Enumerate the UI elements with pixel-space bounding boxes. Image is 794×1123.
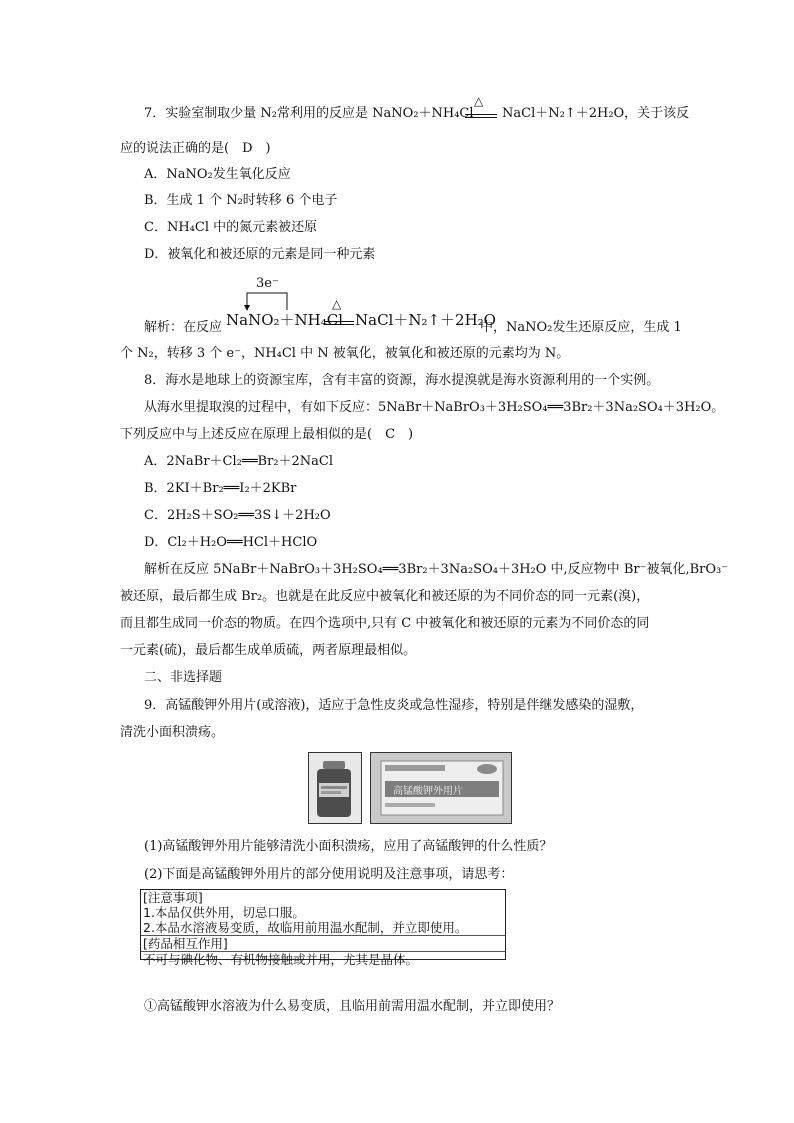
- analysis-heat-symbol: △: [332, 297, 342, 311]
- box-label: 高锰酸钾外用片: [393, 786, 463, 797]
- q7-stem-c: 应的说法正确的是( D ): [120, 141, 271, 156]
- q7-option-d: D．被氧化和被还原的元素是同一种元素: [144, 247, 376, 262]
- q9-sub2: (2)下面是高锰酸钾外用片的部分使用说明及注意事项，请思考：: [144, 867, 514, 882]
- electron-label: 3e⁻: [256, 276, 279, 291]
- electron-arrow-icon: [240, 290, 292, 312]
- notice-heading: [注意事项]: [143, 890, 203, 905]
- notice-item-1: 1.本品仅供外用，切忌口服。: [143, 905, 305, 920]
- q7-option-b: B．生成 1 个 N₂时转移 6 个电子: [144, 193, 338, 208]
- q7-option-a: A．NaNO₂发生氧化反应: [144, 167, 291, 182]
- q7-analysis-eq-b: NaCl＋N₂↑＋2H₂O: [355, 311, 496, 329]
- q7-stem-b: NaCl＋N₂↑＋2H₂O，关于该反: [502, 106, 690, 121]
- q8-option-c: C．2H₂S＋SO₂══3S↓＋2H₂O: [144, 508, 331, 523]
- notice-box: [140, 889, 506, 967]
- notice-interaction-text: 不可与碘化物、有机物接触或并用，尤其是晶体。: [141, 951, 505, 967]
- equals-sign: [465, 114, 497, 118]
- q8-option-b: B．2KI＋Br₂══I₂＋2KBr: [144, 481, 297, 496]
- q8-line1: 8．海水是地球上的资源宝库，含有丰富的资源，海水提溴就是海水资源利用的一个实例。: [144, 373, 660, 388]
- q7-analysis-eq-a: NaNO₂＋NH₄Cl: [226, 311, 343, 329]
- q7-option-c: C．NH₄Cl 中的氮元素被还原: [144, 220, 318, 235]
- q8-analysis-2: 被还原，最后都生成 Br₂。也就是在此反应中被氧化和被还原的为不同价态的同一元素(溴)，: [120, 589, 650, 604]
- medicine-bottle-image: [308, 752, 362, 824]
- q8-option-a: A．2NaBr＋Cl₂══Br₂＋2NaCl: [144, 454, 334, 469]
- q9-question-1: ①高锰酸钾水溶液为什么易变质，且临用前需用温水配制，并立即使用？: [144, 999, 561, 1014]
- medicine-box-image: [370, 752, 512, 824]
- q8-analysis-4: 一元素(硫)，最后都生成单质硫，两者原理最相似。: [120, 643, 417, 658]
- notice-interaction-heading: [药品相互作用]: [141, 935, 505, 951]
- heat-symbol: △: [474, 94, 484, 108]
- q7-analysis-prefix: 解析：在反应: [144, 320, 223, 335]
- q8-option-d: D．Cl₂＋H₂O══HCl＋HClO: [144, 535, 318, 550]
- q7-stem-a: 7．实验室制取少量 N₂常利用的反应是 NaNO₂＋NH₄Cl: [144, 106, 474, 121]
- q7-analysis-suffix: 中，NaNO₂发生还原反应，生成 1: [480, 320, 682, 335]
- q8-analysis-1: 解析在反应 5NaBr＋NaBrO₃＋3H₂SO₄══3Br₂＋3Na₂SO₄＋3H₂O 中,反应物中 Br⁻被氧化,BrO₃⁻: [144, 562, 729, 577]
- q8-line2: 从海水里提取溴的过程中，有如下反应：5NaBr＋NaBrO₃＋3H₂SO₄══3Br₂＋3Na₂SO₄＋3H₂O。: [144, 400, 725, 415]
- q8-line3: 下列反应中与上述反应在原理上最相似的是( C ): [120, 427, 414, 442]
- q9-sub1: (1)高锰酸钾外用片能够清洗小面积溃疡，应用了高锰酸钾的什么性质？: [144, 839, 553, 854]
- q7-analysis-line2: 个 N₂，转移 3 个 e⁻，NH₄Cl 中 N 被氧化，被氧化和被还原的元素均为 N。: [120, 346, 570, 361]
- q9-line2: 清洗小面积溃疡。: [120, 725, 225, 740]
- q9-line1: 9．高锰酸钾外用片(或溶液)，适应于急性皮炎或急性湿疹，特别是伴继发感染的湿敷，: [144, 698, 644, 713]
- notice-item-2: 2.本品水溶液易变质，故临用前用温水配制，并立即使用。: [143, 920, 468, 935]
- q8-analysis-3: 而且都生成同一价态的物质。在四个选项中,只有 C 中被氧化和被还原的元素为不同价态的同: [120, 616, 650, 631]
- section-heading: 二、非选择题: [144, 670, 223, 685]
- analysis-equals: [324, 321, 354, 325]
